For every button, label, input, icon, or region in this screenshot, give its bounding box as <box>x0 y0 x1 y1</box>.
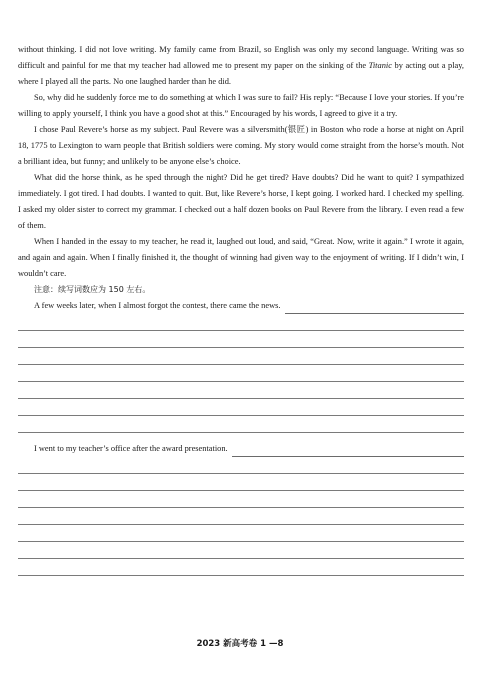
writing-line[interactable] <box>18 365 464 382</box>
writing-line[interactable] <box>18 331 464 348</box>
prompt-2-text: I went to my teacher’s office after the award presentation. <box>34 444 228 453</box>
writing-line[interactable] <box>18 314 464 331</box>
writing-line[interactable] <box>18 399 464 416</box>
writing-line[interactable] <box>18 559 464 576</box>
answer-sheet-page <box>18 42 464 576</box>
writing-lines-1 <box>18 314 464 433</box>
writing-line[interactable] <box>18 542 464 559</box>
prompt-1-text: A few weeks later, when I almost forgot the contest, there came the news. <box>34 301 281 310</box>
writing-lines-2 <box>18 457 464 576</box>
writing-line[interactable] <box>18 474 464 491</box>
writing-line[interactable] <box>18 457 464 474</box>
writing-line[interactable] <box>18 508 464 525</box>
continuation-prompt-1 <box>18 298 464 314</box>
prompt-1-blank[interactable] <box>285 302 465 314</box>
word-count-note: 注意：续写词数应为 150 左右。 <box>34 285 151 294</box>
writing-line[interactable] <box>18 525 464 542</box>
paragraph-4: What did the horse think, as he sped through the night? Did he get tired? Have doubts? Did he want to quit? I sympathized immediately. I got tired. I had doubts. I wanted to quit. But, like Revere’s horse, I kept going. I worked hard. I checked my spelling. I asked my older sister to correct my grammar. I checked out a half dozen books on Paul Revere from the library. I even read a few of them. <box>18 173 464 230</box>
writing-line[interactable] <box>18 348 464 365</box>
paragraph-3: I chose Paul Revere’s horse as my subject. Paul Revere was a silversmith(银匠) in Boston who rode a horse at night on April 18, 1775 to Lexington to warn people that British soldiers were coming. My story would come straight from the horse’s mouth. Not a brilliant idea, but funny; and unlikely to be anyone else’s choice. <box>18 125 464 166</box>
paragraph-2: So, why did he suddenly force me to do something at which I was sure to fail? His reply: “Because I love your stories. If you’re willing to apply yourself, I think you have a good shot at this.” Encouraged by his words, I agreed to give it a try. <box>18 93 464 118</box>
paragraph-1: without thinking. I did not love writing. My family came from Brazil, so English was only my second language. Writing was so difficult and painful for me that my teacher had allowed me to present my paper on the sinking of the Titanic by acting out a play, where I played all the parts. No one laughed harder than he did. <box>18 45 464 86</box>
continuation-prompt-2 <box>18 441 464 457</box>
writing-line[interactable] <box>18 382 464 399</box>
writing-line[interactable] <box>18 491 464 508</box>
page-footer: 2023 新高考卷 1 —8 <box>196 639 284 649</box>
writing-line[interactable] <box>18 416 464 433</box>
titanic-italic: Titanic <box>368 61 392 70</box>
paragraph-5: When I handed in the essay to my teacher, he read it, laughed out loud, and said, “Great. Now, write it again.” I wrote it again, and again and again. When I finally finished it, the thought of winning had given way to the enjoyment of writing. If I didn’t win, I wouldn’t care. <box>18 237 464 278</box>
prompt-2-blank[interactable] <box>232 445 464 457</box>
